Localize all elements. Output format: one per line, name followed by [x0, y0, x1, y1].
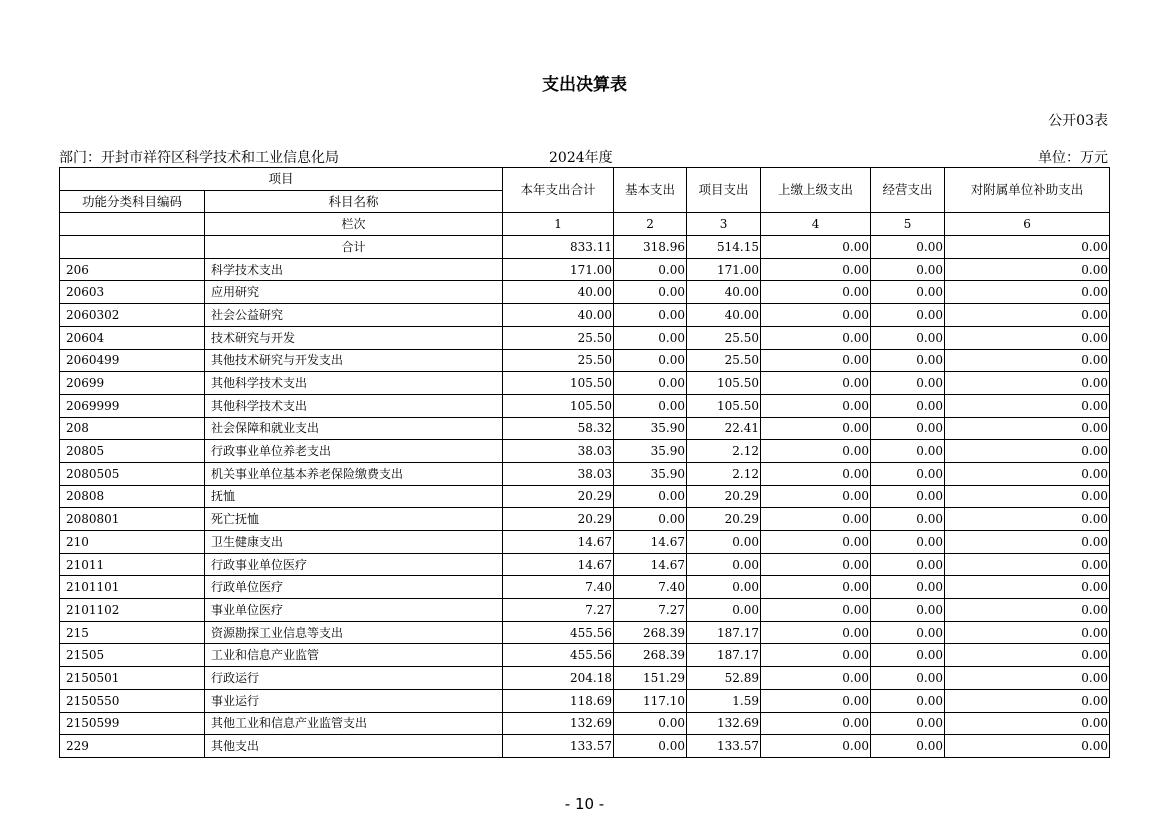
row-name: 卫生健康支出: [205, 531, 503, 554]
row-code: 229: [60, 735, 205, 758]
table-row: [60, 644, 1110, 667]
row-value: 0.00: [761, 531, 871, 554]
row-value: 268.39: [614, 621, 687, 644]
row-value: 0.00: [761, 553, 871, 576]
row-value: 0.00: [761, 644, 871, 667]
lanci-cell: 3: [687, 213, 761, 236]
row-value: 0.00: [761, 440, 871, 463]
header-col-operating: 经营支出: [871, 168, 945, 213]
meta-row: [59, 147, 1108, 167]
row-value: 40.00: [503, 281, 614, 304]
row-value: 0.00: [614, 372, 687, 395]
table-row: [60, 485, 1110, 508]
row-value: 0.00: [871, 440, 945, 463]
table-row: [60, 304, 1110, 327]
row-code: 2150501: [60, 667, 205, 690]
row-code: 206: [60, 258, 205, 281]
row-code: 2069999: [60, 394, 205, 417]
row-code: 20808: [60, 485, 205, 508]
row-value: 151.29: [614, 667, 687, 690]
row-value: 7.40: [614, 576, 687, 599]
lanci-cell: 5: [871, 213, 945, 236]
row-value: 0.00: [761, 462, 871, 485]
row-name: 抚恤: [205, 485, 503, 508]
row-value: 0.00: [614, 712, 687, 735]
row-code: 2101102: [60, 599, 205, 622]
row-value: 0.00: [871, 485, 945, 508]
row-name: 应用研究: [205, 281, 503, 304]
department-label: 部门：开封市祥符区科学技术和工业信息化局: [59, 150, 339, 166]
row-value: 0.00: [871, 553, 945, 576]
lanci-cell: 6: [945, 213, 1110, 236]
row-value: 0.00: [945, 667, 1110, 690]
page-number: - 10 -: [564, 795, 605, 813]
row-value: 40.00: [687, 304, 761, 327]
table-row: [60, 712, 1110, 735]
row-value: 455.56: [503, 621, 614, 644]
row-name: 行政单位医疗: [205, 576, 503, 599]
row-value: 0.00: [945, 644, 1110, 667]
row-value: 38.03: [503, 440, 614, 463]
row-name: 资源勘探工业信息等支出: [205, 621, 503, 644]
row-value: 0.00: [761, 304, 871, 327]
row-value: 132.69: [503, 712, 614, 735]
lanci-cell: 2: [614, 213, 687, 236]
row-value: 0.00: [871, 712, 945, 735]
row-value: 0.00: [871, 599, 945, 622]
row-value: 0.00: [761, 599, 871, 622]
row-value: 0.00: [945, 621, 1110, 644]
lanci-cell: 1: [503, 213, 614, 236]
row-value: 20.29: [687, 508, 761, 531]
row-code: 2080801: [60, 508, 205, 531]
row-value: 2.12: [687, 462, 761, 485]
row-value: 0.00: [614, 349, 687, 372]
row-name: 其他科学技术支出: [205, 394, 503, 417]
row-value: 0.00: [761, 372, 871, 395]
row-value: 0.00: [761, 689, 871, 712]
table-row: [60, 394, 1110, 417]
row-value: 0.00: [871, 531, 945, 554]
row-value: 25.50: [503, 326, 614, 349]
row-value: 0.00: [871, 372, 945, 395]
row-value: 0.00: [871, 735, 945, 758]
row-code: 2060499: [60, 349, 205, 372]
row-value: 20.29: [503, 508, 614, 531]
row-value: 455.56: [503, 644, 614, 667]
table-row: [60, 689, 1110, 712]
total-value: 318.96: [614, 236, 687, 259]
row-value: 0.00: [945, 258, 1110, 281]
row-code: 20603: [60, 281, 205, 304]
row-code: 215: [60, 621, 205, 644]
header-code: 功能分类科目编码: [60, 190, 205, 213]
row-value: 133.57: [687, 735, 761, 758]
row-value: 187.17: [687, 644, 761, 667]
row-value: 0.00: [945, 326, 1110, 349]
row-value: 0.00: [871, 258, 945, 281]
row-value: 0.00: [614, 281, 687, 304]
table-row: [60, 349, 1110, 372]
row-code: 2150599: [60, 712, 205, 735]
row-name: 工业和信息产业监管: [205, 644, 503, 667]
row-value: 0.00: [871, 667, 945, 690]
table-row: [60, 326, 1110, 349]
row-value: 0.00: [761, 417, 871, 440]
row-value: 14.67: [614, 531, 687, 554]
lanci-blank: [60, 213, 205, 236]
row-value: 0.00: [761, 281, 871, 304]
row-value: 58.32: [503, 417, 614, 440]
row-value: 0.00: [871, 281, 945, 304]
row-value: 0.00: [614, 258, 687, 281]
row-code: 20604: [60, 326, 205, 349]
table-row: [60, 599, 1110, 622]
row-value: 25.50: [503, 349, 614, 372]
row-name: 技术研究与开发: [205, 326, 503, 349]
row-name: 事业单位医疗: [205, 599, 503, 622]
row-value: 0.00: [761, 667, 871, 690]
row-value: 0.00: [945, 372, 1110, 395]
row-value: 132.69: [687, 712, 761, 735]
row-value: 0.00: [761, 394, 871, 417]
table-row: [60, 531, 1110, 554]
row-value: 171.00: [503, 258, 614, 281]
row-value: 0.00: [945, 304, 1110, 327]
row-value: 0.00: [871, 349, 945, 372]
row-value: 268.39: [614, 644, 687, 667]
row-name: 行政运行: [205, 667, 503, 690]
row-value: 0.00: [945, 735, 1110, 758]
row-name: 行政事业单位养老支出: [205, 440, 503, 463]
row-value: 0.00: [945, 281, 1110, 304]
row-value: 40.00: [503, 304, 614, 327]
row-value: 22.41: [687, 417, 761, 440]
row-value: 7.27: [614, 599, 687, 622]
row-value: 0.00: [871, 508, 945, 531]
row-value: 0.00: [945, 349, 1110, 372]
row-value: 204.18: [503, 667, 614, 690]
row-code: 2080505: [60, 462, 205, 485]
total-value: 0.00: [945, 236, 1110, 259]
table-row: [60, 372, 1110, 395]
header-name: 科目名称: [205, 190, 503, 213]
row-value: 0.00: [614, 508, 687, 531]
row-value: 35.90: [614, 462, 687, 485]
lanci-row: [60, 213, 1110, 236]
row-value: 0.00: [687, 599, 761, 622]
row-value: 0.00: [761, 735, 871, 758]
row-name: 机关事业单位基本养老保险缴费支出: [205, 462, 503, 485]
total-value: 0.00: [871, 236, 945, 259]
table-row: [60, 281, 1110, 304]
row-value: 0.00: [614, 394, 687, 417]
row-value: 0.00: [761, 485, 871, 508]
table-row: [60, 462, 1110, 485]
row-value: 0.00: [687, 531, 761, 554]
header-col-total: 本年支出合计: [503, 168, 614, 213]
row-value: 105.50: [687, 372, 761, 395]
row-value: 0.00: [687, 576, 761, 599]
row-value: 0.00: [761, 621, 871, 644]
row-value: 20.29: [503, 485, 614, 508]
row-value: 0.00: [945, 553, 1110, 576]
page-title: 支出决算表: [542, 75, 627, 95]
row-value: 0.00: [871, 621, 945, 644]
total-blank: [60, 236, 205, 259]
row-value: 117.10: [614, 689, 687, 712]
expenditure-table: [59, 167, 1110, 758]
row-value: 0.00: [614, 326, 687, 349]
row-code: 208: [60, 417, 205, 440]
unit-label: 单位：万元: [1038, 150, 1108, 166]
header-col-remit: 上缴上级支出: [761, 168, 871, 213]
row-value: 0.00: [871, 689, 945, 712]
row-value: 38.03: [503, 462, 614, 485]
header-col-subsidy: 对附属单位补助支出: [945, 168, 1110, 213]
row-value: 40.00: [687, 281, 761, 304]
table-row: [60, 258, 1110, 281]
table-row: [60, 667, 1110, 690]
row-value: 35.90: [614, 417, 687, 440]
row-value: 0.00: [761, 508, 871, 531]
row-name: 其他工业和信息产业监管支出: [205, 712, 503, 735]
row-value: 0.00: [945, 485, 1110, 508]
row-value: 2.12: [687, 440, 761, 463]
row-value: 1.59: [687, 689, 761, 712]
header-col-project: 项目支出: [687, 168, 761, 213]
total-value: 514.15: [687, 236, 761, 259]
row-value: 25.50: [687, 326, 761, 349]
row-value: 20.29: [687, 485, 761, 508]
row-code: 20805: [60, 440, 205, 463]
row-value: 14.67: [503, 553, 614, 576]
row-value: 118.69: [503, 689, 614, 712]
row-value: 0.00: [614, 735, 687, 758]
row-value: 0.00: [945, 508, 1110, 531]
row-value: 52.89: [687, 667, 761, 690]
row-value: 0.00: [871, 644, 945, 667]
form-number: 公开03表: [1048, 113, 1108, 129]
row-value: 0.00: [945, 394, 1110, 417]
header-col-basic: 基本支出: [614, 168, 687, 213]
row-value: 0.00: [945, 712, 1110, 735]
row-value: 0.00: [761, 349, 871, 372]
total-row: [60, 236, 1110, 259]
row-name: 社会公益研究: [205, 304, 503, 327]
row-value: 0.00: [761, 576, 871, 599]
row-value: 14.67: [503, 531, 614, 554]
row-value: 0.00: [761, 258, 871, 281]
row-value: 0.00: [945, 417, 1110, 440]
row-value: 171.00: [687, 258, 761, 281]
row-name: 事业运行: [205, 689, 503, 712]
row-value: 187.17: [687, 621, 761, 644]
row-name: 行政事业单位医疗: [205, 553, 503, 576]
table-row: [60, 440, 1110, 463]
row-value: 0.00: [945, 576, 1110, 599]
total-value: 833.11: [503, 236, 614, 259]
row-value: 0.00: [761, 326, 871, 349]
row-value: 7.40: [503, 576, 614, 599]
row-value: 0.00: [871, 326, 945, 349]
table-row: [60, 735, 1110, 758]
row-value: 105.50: [503, 372, 614, 395]
row-value: 0.00: [871, 417, 945, 440]
total-value: 0.00: [761, 236, 871, 259]
row-value: 0.00: [761, 712, 871, 735]
total-label: 合计: [205, 236, 503, 259]
row-code: 2101101: [60, 576, 205, 599]
fiscal-year-label: 2024年度: [549, 150, 613, 166]
row-value: 0.00: [871, 394, 945, 417]
row-name: 其他科学技术支出: [205, 372, 503, 395]
row-value: 0.00: [945, 599, 1110, 622]
header-item: 项目: [60, 168, 503, 191]
row-value: 25.50: [687, 349, 761, 372]
lanci-label: 栏次: [205, 213, 503, 236]
row-code: 210: [60, 531, 205, 554]
row-value: 14.67: [614, 553, 687, 576]
row-name: 死亡抚恤: [205, 508, 503, 531]
row-value: 0.00: [871, 304, 945, 327]
row-code: 21505: [60, 644, 205, 667]
row-code: 20699: [60, 372, 205, 395]
row-code: 21011: [60, 553, 205, 576]
row-value: 0.00: [687, 553, 761, 576]
table-row: [60, 576, 1110, 599]
row-name: 科学技术支出: [205, 258, 503, 281]
row-name: 其他技术研究与开发支出: [205, 349, 503, 372]
table-row: [60, 621, 1110, 644]
row-name: 社会保障和就业支出: [205, 417, 503, 440]
table-row: [60, 508, 1110, 531]
row-value: 0.00: [945, 440, 1110, 463]
row-value: 0.00: [614, 485, 687, 508]
row-value: 0.00: [871, 576, 945, 599]
row-value: 35.90: [614, 440, 687, 463]
row-value: 0.00: [614, 304, 687, 327]
row-value: 105.50: [503, 394, 614, 417]
row-value: 0.00: [945, 689, 1110, 712]
row-value: 105.50: [687, 394, 761, 417]
row-name: 其他支出: [205, 735, 503, 758]
row-code: 2150550: [60, 689, 205, 712]
lanci-cell: 4: [761, 213, 871, 236]
row-value: 0.00: [945, 462, 1110, 485]
row-value: 133.57: [503, 735, 614, 758]
table-row: [60, 553, 1110, 576]
row-value: 7.27: [503, 599, 614, 622]
row-value: 0.00: [945, 531, 1110, 554]
row-value: 0.00: [871, 462, 945, 485]
table-row: [60, 417, 1110, 440]
header-row-1: [60, 168, 1110, 191]
row-code: 2060302: [60, 304, 205, 327]
